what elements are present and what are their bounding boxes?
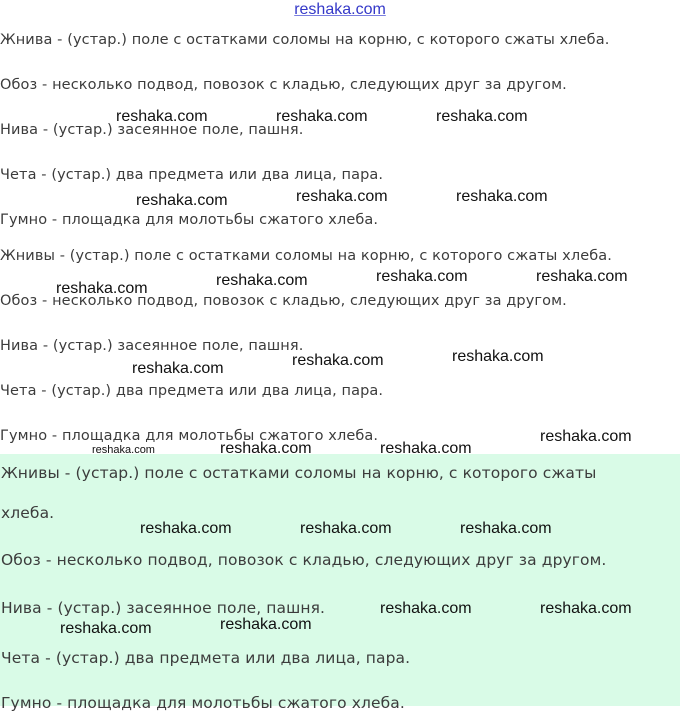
highlighted-answer-block — [0, 454, 680, 712]
definition-niva: Нива - (устар.) засеянное поле, пашня. — [0, 338, 304, 354]
definition-niva: Нива - (устар.) засеянное поле, пашня. — [1, 599, 326, 617]
watermark: reshaka.com — [436, 108, 528, 125]
watermark: reshaka.com — [452, 348, 544, 365]
watermark: reshaka.com — [536, 268, 628, 285]
watermark: reshaka.com — [216, 272, 308, 289]
watermark: reshaka.com — [220, 616, 312, 633]
watermark: reshaka.com — [60, 620, 152, 637]
definition-gumno: Гумно - площадка для молотьбы сжатого хлеба. — [0, 212, 379, 228]
watermark: reshaka.com — [116, 108, 208, 125]
watermark: reshaka.com — [56, 280, 148, 297]
definition-oboz: Обоз - несколько подвод, повозок с кладью, следующих друг за другом. — [0, 293, 567, 309]
watermark: reshaka.com — [132, 360, 224, 377]
watermark: reshaka.com — [540, 600, 632, 617]
watermark: reshaka.com — [456, 188, 548, 205]
watermark: reshaka.com — [540, 428, 632, 445]
watermark: reshaka.com — [220, 440, 312, 457]
definition-gumno: Гумно - площадка для молотьбы сжатого хлеба. — [0, 428, 379, 444]
watermark: reshaka.com — [292, 352, 384, 369]
watermark: reshaka.com — [276, 108, 368, 125]
watermark: reshaka.com — [460, 520, 552, 537]
definition-zhnivy-continuation: хлеба. — [1, 504, 55, 522]
definition-cheta: Чета - (устар.) два предмета или два лица, пара. — [0, 167, 384, 183]
site-header-link[interactable]: reshaka.com — [294, 1, 386, 18]
watermark: reshaka.com — [136, 192, 228, 209]
definition-oboz: Обоз - несколько подвод, повозок с кладью, следующих друг за другом. — [0, 77, 567, 93]
watermark: reshaka.com — [380, 440, 472, 457]
watermark: reshaka.com — [300, 520, 392, 537]
watermark: reshaka.com — [376, 268, 468, 285]
definition-zhnivy: Жнивы - (устар.) поле с остатками соломы на корню, с которого сжаты — [1, 464, 597, 482]
definition-niva: Нива - (устар.) засеянное поле, пашня. — [0, 122, 304, 138]
definition-zhnivy: Жнивы - (устар.) поле с остатками соломы на корню, с которого сжаты хлеба. — [0, 248, 612, 264]
watermark: reshaka.com — [92, 444, 155, 456]
watermark: reshaka.com — [140, 520, 232, 537]
definition-cheta: Чета - (устар.) два предмета или два лица, пара. — [1, 649, 411, 667]
watermark: reshaka.com — [296, 188, 388, 205]
watermark: reshaka.com — [380, 600, 472, 617]
definition-gumno: Гумно - площадка для молотьбы сжатого хлеба. — [1, 694, 405, 712]
definition-oboz: Обоз - несколько подвод, повозок с кладью, следующих друг за другом. — [1, 551, 607, 569]
definition-zhniva: Жнива - (устар.) поле с остатками соломы на корню, с которого сжаты хлеба. — [0, 32, 610, 48]
definition-cheta: Чета - (устар.) два предмета или два лица, пара. — [0, 383, 384, 399]
